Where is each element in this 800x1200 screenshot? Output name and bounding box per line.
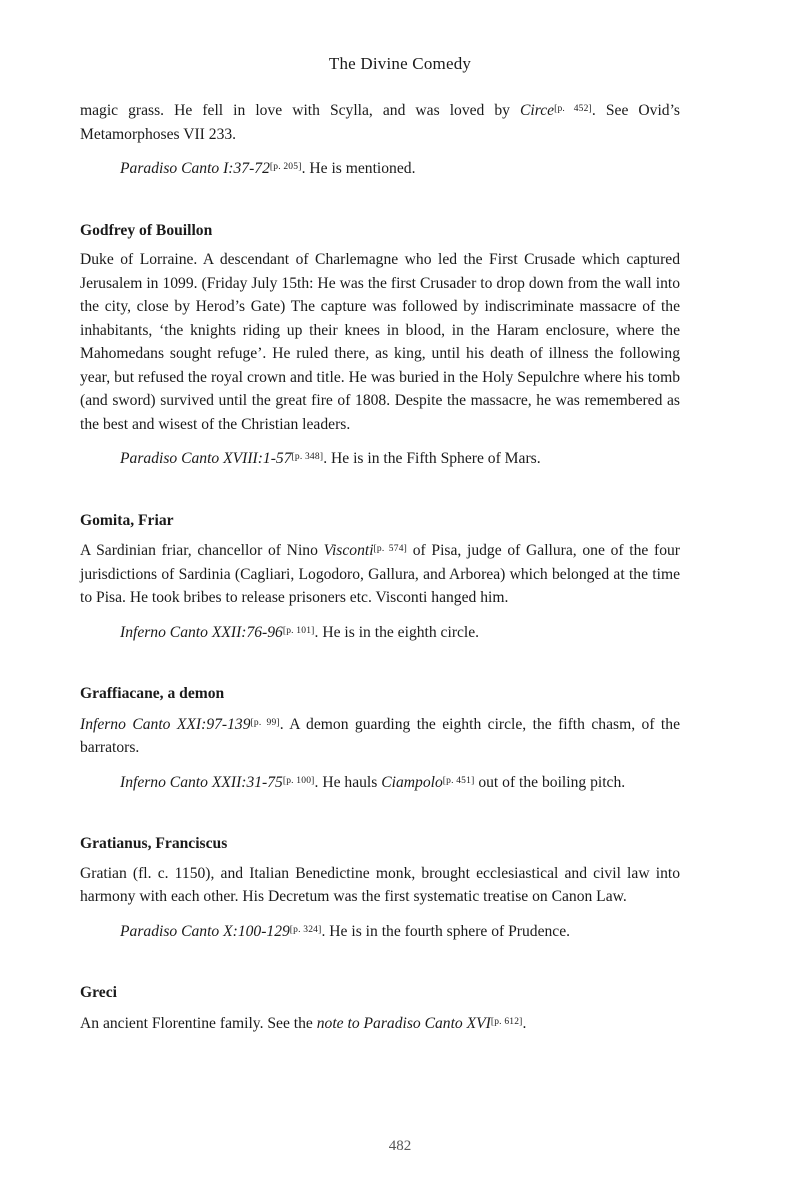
entry-godfrey [80,219,680,471]
reference-text: . He is in the Fifth Sphere of Mars. [323,450,541,467]
entry-body [80,712,680,760]
page-ref: [p. 348] [291,452,324,462]
continuation-text: magic grass. He fell in love with Scylla, and was loved by [80,102,521,119]
reference-text: . He is in the eighth circle. [314,623,480,641]
continuation-paragraph [80,98,680,146]
canto-link[interactable]: Paradiso Canto XVIII:1-57 [120,450,292,467]
reference-text: . He is in the fourth sphere of Prudence. [321,922,571,940]
entry-greci [80,981,680,1035]
page-number: 482 [388,1138,412,1154]
canto-reference [80,446,680,471]
page-ref: [p. 574] [373,544,408,554]
reference-text: . He is mentioned. [301,160,416,177]
entry-gomita [80,509,680,645]
continuation-text-end: . See Ovid’s Metamorphoses VII 233. [80,102,680,143]
canto-link[interactable]: Inferno Canto XXI:97-139 [80,715,251,733]
entry-title: Gomita, Friar [80,511,174,529]
body-text-end: of Pisa, judge of Gallura, one of the four jurisdictions of Sardinia (Cagliari, Logodoro, Gallura, and Arborea) which belonged at the time to Pisa. He took bribes to release prisoners etc. Visconti hanged him. [80,542,680,606]
page-ref: [p. 100] [282,775,315,786]
reference-text: . He hauls [314,773,382,791]
canto-reference [80,770,680,795]
page-body [80,98,680,1035]
entry-continuation [80,98,680,181]
entry-body [80,538,680,610]
entry-title: Graffiacane, a demon [80,685,225,702]
page-ref: [p. 324] [289,924,322,935]
entry-body: Gratian (fl. c. 1150), and Italian Benedictine monk, brought ecclesiastical and civil law into harmony with each other. His Decretum was the first systematic treatise on Canon Law. [80,864,680,905]
canto-link[interactable]: Paradiso Canto I:37-72 [120,160,270,177]
page-ref: [p. 101] [282,625,315,636]
note-link[interactable]: note to Paradiso Canto XVI [316,1014,491,1032]
canto-reference [80,156,680,181]
reference-text-end: out of the boiling pitch. [474,773,626,791]
entry-body: Duke of Lorraine. A descendant of Charlemagne who led the First Crusade which captured Jerusalem in 1099. (Friday July 15th: He was the first Crusader to drop down from the wall into the city, close by Herod’s Gate) The capture was followed by indiscriminate massacre of the inhabitants, ‘the knights riding up their knees in blood, in the Haram enclosure, where the Mahomedans sought refuge’. He ruled there, as king, until his death of illness the following year, but refused the royal crown and title. He was buried in the Holy Sepulchre where his tomb (and sword) survived until the great fire of 1808. Despite the massacre, he was remembered as the best and wisest of the Christian leaders. [80,251,680,433]
canto-reference [80,919,680,944]
circe-link[interactable]: Circe [520,102,555,119]
entry-gratianus [80,832,680,943]
page-ref: [p. 452] [554,104,592,114]
entry-title: Godfrey of Bouillon [80,221,213,239]
body-text-end: . [522,1014,527,1032]
canto-link[interactable]: Inferno Canto XXII:31-75 [120,773,283,791]
canto-link[interactable]: Paradiso Canto X:100-129 [120,922,290,940]
entry-title: Greci [80,984,117,1001]
entry-title: Gratianus, Franciscus [80,835,228,852]
canto-reference [80,620,680,645]
page-ref: [p. 451] [442,775,475,786]
running-title: The Divine Comedy [328,54,472,73]
page-ref: [p. 99] [250,717,280,728]
visconti-link[interactable]: Visconti [323,542,374,559]
body-text: An ancient Florentine family. See the [80,1014,317,1032]
page-ref: [p. 205] [269,162,302,172]
ciampolo-link[interactable]: Ciampolo [381,773,443,791]
page-ref: [p. 612] [490,1016,523,1027]
body-text: . A demon guarding the eighth circle, the fifth chasm, of the barrators. [80,715,680,756]
entry-body [80,1011,680,1036]
canto-link[interactable]: Inferno Canto XXII:76-96 [120,623,283,641]
entry-graffiacane [80,682,680,794]
body-text: A Sardinian friar, chancellor of Nino [80,542,324,559]
